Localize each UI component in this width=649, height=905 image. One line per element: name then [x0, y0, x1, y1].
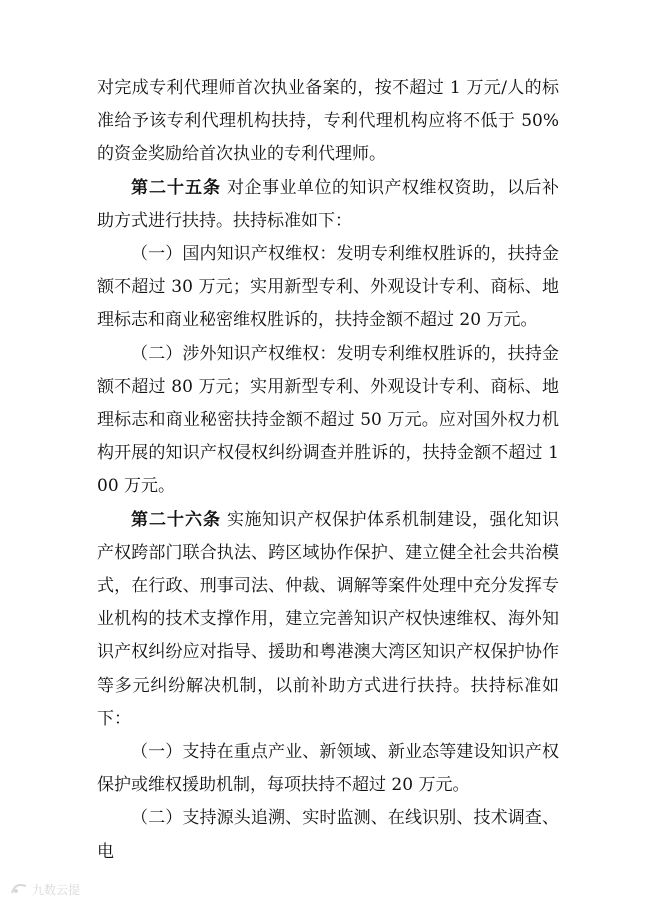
paragraph-text: （二）支持源头追溯、实时监测、在线识别、技术调查、电: [97, 808, 559, 862]
paragraph-1: [97, 72, 559, 172]
article-26-item-1: [97, 736, 559, 802]
article-number: 第二十五条: [131, 177, 222, 198]
brand-logo-icon: [10, 882, 28, 896]
article-25-item-1: [97, 238, 559, 338]
document-body: [97, 72, 559, 869]
article-number: 第二十六条: [131, 509, 222, 530]
watermark: [10, 880, 80, 898]
article-25-paragraph: [97, 172, 559, 238]
paragraph-text: （二）涉外知识产权维权：发明专利维权胜诉的，扶持金额不超过 80 万元；实用新型专利、外观设计专利、商标、地理标志和商业秘密扶持金额不超过 50 万元。应对国外权力机构开展的知识产权侵权纠纷调查并胜诉的，扶持金额不超过 100 万元。: [97, 343, 559, 497]
article-25-item-2: [97, 338, 559, 504]
paragraph-text: （一）国内知识产权维权：发明专利维权胜诉的，扶持金额不超过 30 万元；实用新型专利、外观设计专利、商标、地理标志和商业秘密维权胜诉的，扶持金额不超过 20 万元。: [97, 244, 559, 331]
article-26-paragraph: [97, 504, 559, 736]
article-26-item-2: [97, 802, 559, 868]
watermark-text: 九数云提: [32, 882, 81, 897]
paragraph-text: （一）支持在重点产业、新领域、新业态等建设知识产权保护或维权援助机制，每项扶持不超过 20 万元。: [97, 742, 559, 796]
paragraph-text: 对完成专利代理师首次执业备案的，按不超过 1 万元/人的标准给予该专利代理机构扶持，专利代理机构应将不低于 50% 的资金奖励给首次执业的专利代理师。: [97, 78, 559, 165]
paragraph-text: 实施知识产权保护体系机制建设，强化知识产权跨部门联合执法、跨区域协作保护、建立健全社会共治模式，在行政、刑事司法、仲裁、调解等案件处理中充分发挥专业机构的技术支撑作用，建立完善知识产权快速维权、海外知识产权纠纷应对指导、援助和粤港澳大湾区知识产权保护协作等多元纠纷解决机制，以前补助方式进行扶持。扶持标准如下：: [97, 509, 560, 729]
paragraph-text: 对企事业单位的知识产权维权资助，以后补助方式进行扶持。扶持标准如下：: [97, 177, 560, 231]
